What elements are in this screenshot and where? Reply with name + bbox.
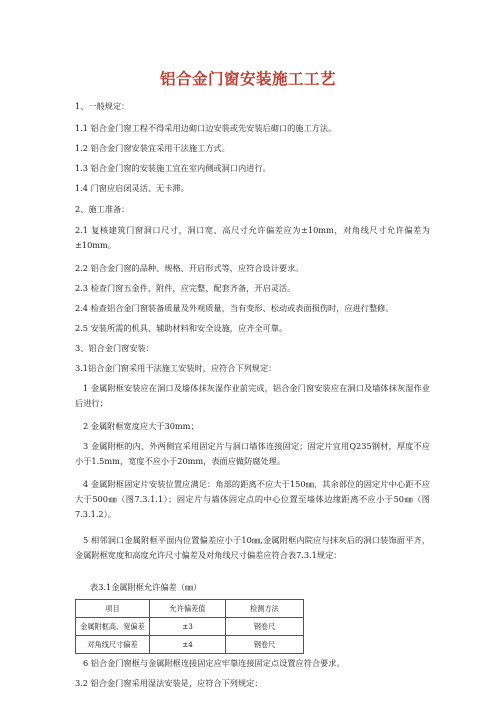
table-cell: 钢卷尺: [226, 618, 304, 636]
section-3-heading: 3、铝合金门窗安装：: [75, 343, 154, 353]
item-3-1-5: 5 相邻洞口金属附框平面内位置偏差应小于10㎜,金属附框内院应与抹灰后的洞口装饰面平齐，金属附框宽度和高度允许尺寸偏差及对角线尺寸偏差应符合表7.3.1规定：: [75, 535, 430, 560]
table-cell: 金属附框高、宽偏差: [76, 618, 150, 636]
item-3-1-intro: 3.1铝合金门窗采用干法施工安装时，应符合下列规定：: [75, 363, 277, 373]
item-3-1-6: 6 铝合金门窗框与金属附框连接固定应牢靠连接固定点设置应符合要求。: [83, 658, 345, 668]
item-3-1-3: 3 金属附框的内、外两侧宜采用固定片与洞口墙体连接固定；固定片宜用Q235钢材，厚度不应小于1.5mm，宽度不应小于20mm，表面应做防腐处理。: [75, 441, 430, 466]
table-header-cell: 项目: [76, 600, 150, 618]
item-2-3: 2.3 检查门窗五金件，附件，应完整、配套齐备，开启灵活。: [75, 283, 296, 293]
section-1-heading: 1、一般规定：: [75, 101, 130, 111]
table-header-cell: 检测方法: [226, 600, 304, 618]
table-header-cell: 允许偏差值: [150, 600, 226, 618]
table-caption: 表3.1金属附框允许偏差（㎜）: [90, 582, 202, 592]
table-cell: ±3: [150, 618, 226, 636]
table-cell: ±4: [150, 636, 226, 654]
tolerance-table: [75, 599, 304, 654]
item-3-1-1: 1 金属附框安装应在洞口及墙体抹灰湿作业前完成，铝合金门窗安装应在洞口及墙体抹灰湿作业后进行；: [75, 383, 430, 408]
table-header-row: [76, 600, 304, 618]
table-cell: 对角线尺寸偏差: [76, 636, 150, 654]
item-1-1: 1.1 铝合金门窗工程不得采用边砌口边安装或先安装后砌口的施工方法。: [75, 123, 337, 133]
document-title: 铝合金门窗安装施工工艺: [159, 70, 336, 88]
item-1-2: 1.2 铝合金门窗安装宜采用干法施工方式。: [75, 143, 230, 153]
table-cell: 钢卷尺: [226, 636, 304, 654]
item-3-1-2: 2 金属附框宽度应大于30mm；: [83, 421, 199, 431]
item-1-3: 1.3 铝合金门窗的安装施工宜在室内侧或洞口内进行。: [75, 163, 271, 173]
item-2-5: 2.5 安装所需的机具、辅助材料和安全设施，应齐全可靠。: [75, 323, 288, 333]
table-row: [76, 618, 304, 636]
item-2-2: 2.2 铝合金门窗的品种、规格、开启形式等，应符合设计要求。: [75, 263, 304, 273]
item-3-1-4: 4 金属附框固定片安装位置应满足：角部的距离不应大于150㎜，其余部位的固定片中心距不应大于500㎜（图7.3.1.1）；固定片与墙体固定点的中心位置至墙体边缘距离不应小于50㎜（图7.3.1.2）。: [75, 479, 430, 519]
item-1-4: 1.4 门窗应启闭灵活、无卡滞。: [75, 183, 189, 193]
item-3-2: 3.2 铝合金门窗采用湿法安装是，应符合下列规定：: [75, 678, 263, 688]
section-2-heading: 2、施工准备：: [75, 204, 130, 214]
item-2-4: 2.4 检查铝合金门窗装备质量及外观质量，当有变形、松动或表面损伤时，应进行整修。: [75, 303, 394, 313]
table-row: [76, 636, 304, 654]
item-2-1: 2.1 复核建筑门窗洞口尺寸，洞口宽、高尺寸允许偏差应为±10mm，对角线尺寸允许偏差为±10mm。: [75, 225, 430, 250]
